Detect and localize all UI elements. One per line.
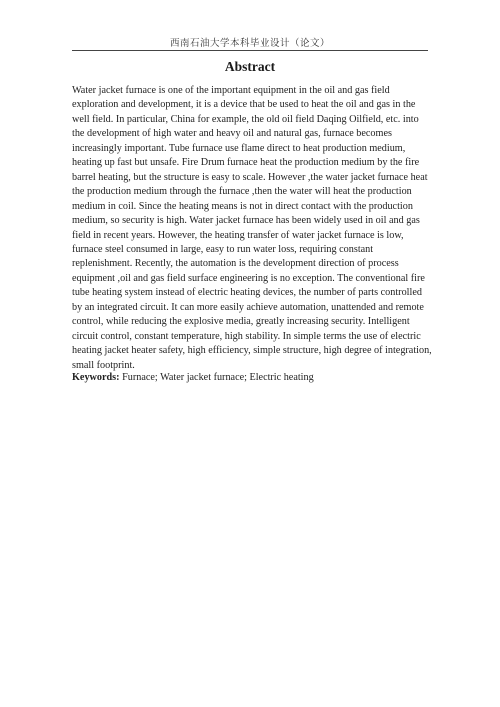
abstract-body: Water jacket furnace is one of the important equipment in the oil and gas field exploration and development, it is a device that be used to heat the oil and gas in the well field. In particular, China for example, the old oil field Daqing Oilfield, etc. into the development of high water and heavy oil and natural gas, furnace becomes increasingly important. Tube furnace use flame direct to heat production medium, heating up fast but unsafe. Fire Drum furnace heat the production medium by the fire barrel heating, but the structure is easy to scale. However ,the water jacket furnace heat the production medium through the furnace ,then the water will heat the production medium in coil. Since the heating means is not in direct contact with the production medium, so security is high. Water jacket furnace has been widely used in oil and gas field in recent years. However, the heating transfer of water jacket furnace is low, furnace steel consumed in large, easy to run water loss, requiring constant replenishment. Recently, the automation is the development direction of process equipment ,oil and gas field surface engineering is no exception. The conventional fire tube heating system instead of electric heating devices, the number of parts controlled by an integrated circuit. It can more easily achieve automation, unattended and remote control, while reducing the explosive media, greatly increasing security. Intelligent circuit control, constant temperature, high stability. In simple terms the use of electric heating jacket heater safety, high efficiency, simple structure, high degree of integration, small footprint. [72, 85, 432, 371]
keywords-line [72, 371, 432, 385]
keywords-label: Keywords: [72, 372, 120, 383]
running-header: 西南石油大学本科毕业设计（论文） [169, 38, 330, 49]
abstract-title: Abstract [224, 59, 276, 74]
keywords-value: Furnace; Water jacket furnace; Electric heating [119, 372, 314, 383]
header-rule [72, 50, 428, 51]
